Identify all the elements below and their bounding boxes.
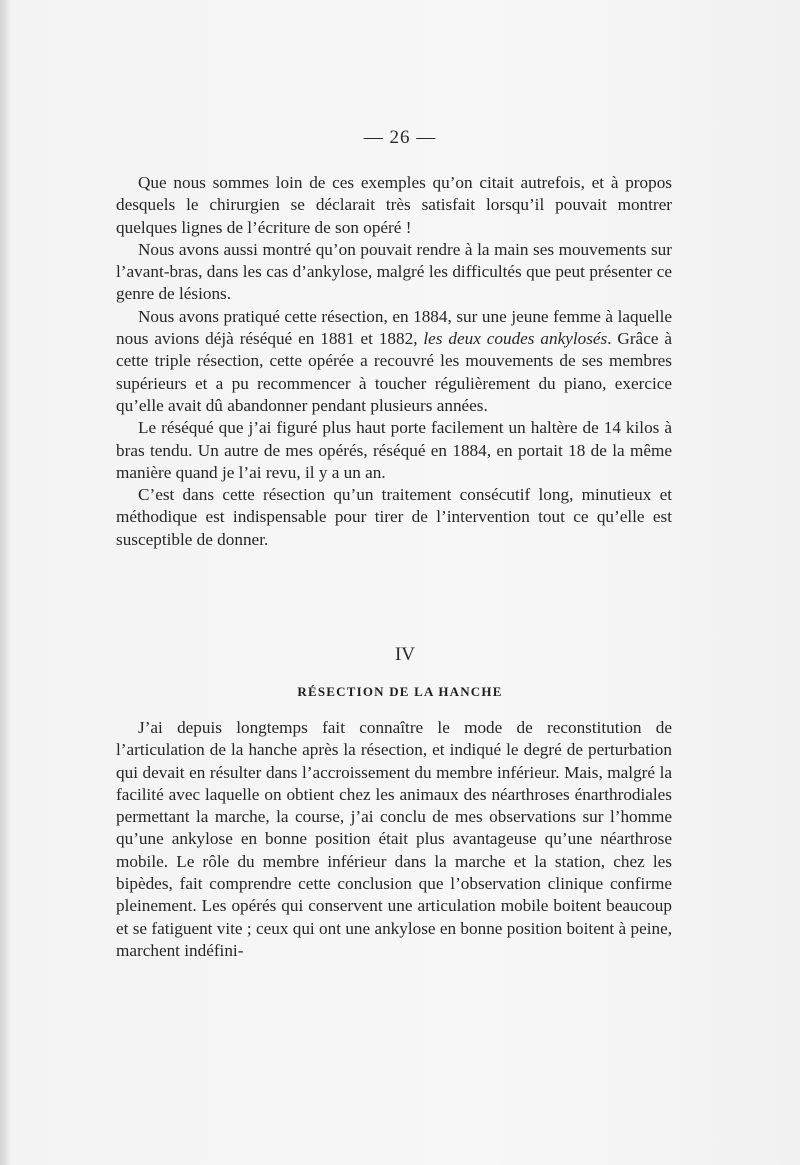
paragraph [116, 306, 672, 417]
paragraph [116, 239, 672, 306]
text-run: C’est dans cette résection qu’un traitement consécutif long, minutieux et méthodique est indispensable pour tirer de l’intervention tout ce qu’elle est susceptible de donner. [116, 485, 672, 549]
paragraph [116, 172, 672, 239]
page-number: — 26 — [363, 127, 437, 148]
page-gutter-shadow [0, 0, 10, 1165]
text-run: Que nous sommes loin de ces exemples qu’on citait autrefois, et à propos desquels le chirurgien se déclarait très satisfait lorsqu’il pouvait montrer quelques lignes de l’écriture de son opéré ! [116, 173, 672, 237]
text-run: Nous avons aussi montré qu’on pouvait rendre à la main ses mouvements sur l’avant-bras, dans les cas d’ankylose, malgré les difficultés que peut présenter ce genre de lésions. [116, 239, 672, 304]
paragraph [116, 484, 672, 551]
section-number: IV [394, 644, 416, 665]
paragraph [116, 417, 672, 484]
text-block-bottom [116, 717, 672, 962]
text-run: Nous avons pratiqué cette résection, en 1884, sur une jeune femme à laquelle nous avions déjà réséqué en 1881 et 1882, [116, 306, 672, 349]
text-run: Le réséqué que j’ai figuré plus haut porte facilement un haltère de 14 kilos à bras tendu. Un autre de mes opérés, réséqué en 1884, en portait 18 de la même manière quand je l’ai revu, il y a un an. [116, 418, 672, 482]
text-run: . Grâce à cette triple résection, cette opérée a recouvré les mouvements de ses membres supérieurs et a pu recommencer à toucher régulièrement du piano, exercice qu’elle avait dû abandonner pendant plusieurs années. [116, 329, 672, 415]
italic-text-run: les deux coudes ankylosés [423, 329, 608, 349]
paragraph [116, 717, 672, 962]
text-block-top [116, 172, 672, 551]
text-run: J’ai depuis longtemps fait connaître le mode de reconstitution de l’articulation de la hanche après la résection, et indiqué le degré de perturbation qui devait en résulter dans l’accroissement du membre inférieur. Mais, malgré la facilité avec laquelle on obtient chez les animaux des néarthroses énarthrodiales permettant la marche, la course, j’ai conclu de mes observations sur l’homme qu’une ankylose en bonne position était plus avantageuse qu’une néarthrose mobile. Le rôle du membre inférieur dans la marche et la station, chez les bipèdes, fait comprendre cette conclusion que l’observation clinique confirme pleinement. Les opérés qui conservent une articulation mobile boitent beaucoup et se fatiguent vite ; ceux qui ont une ankylose en bonne position boitent à peine, marchent indéfini- [116, 718, 672, 960]
section-title: RÉSECTION DE LA HANCHE [297, 684, 503, 699]
